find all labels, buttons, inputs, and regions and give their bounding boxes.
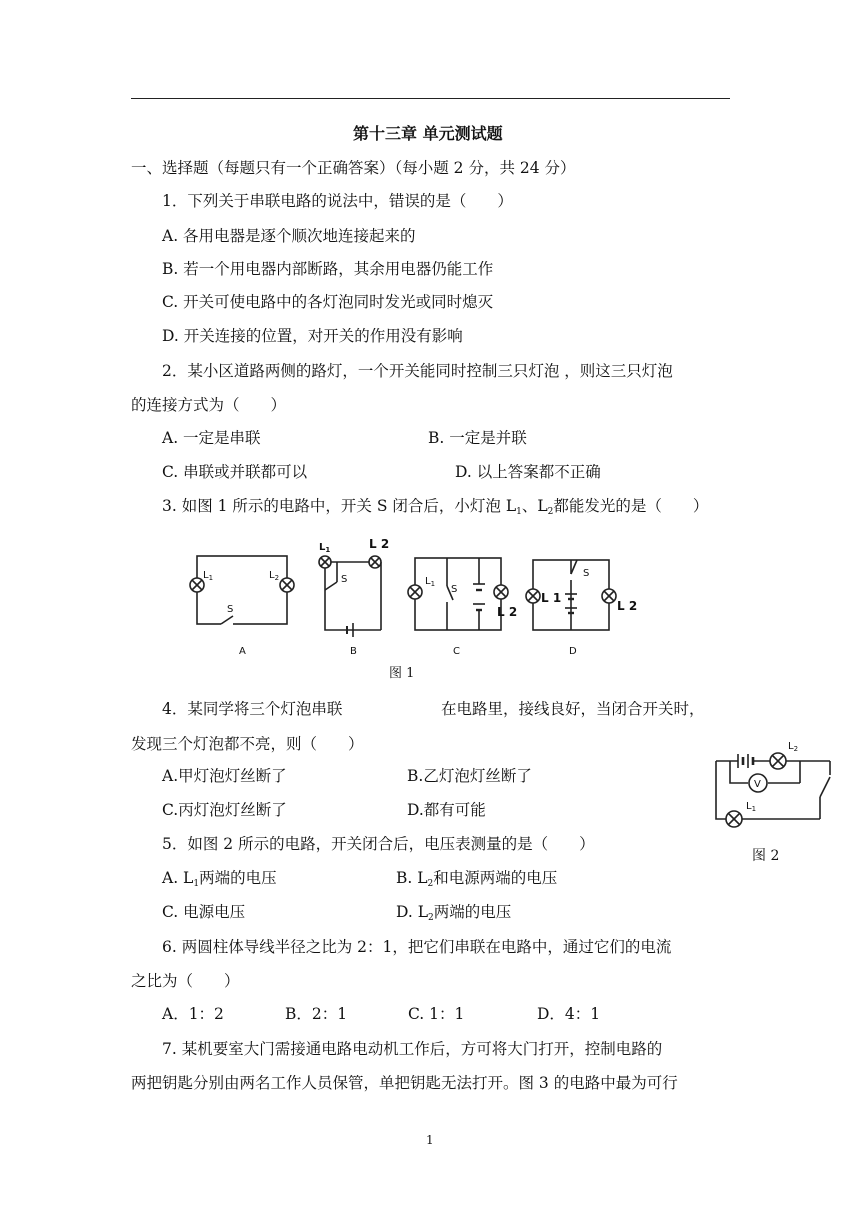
fig2-switch bbox=[820, 777, 830, 797]
svg-text:L 2: L 2 bbox=[497, 605, 518, 619]
circuit-a-wire bbox=[197, 556, 287, 624]
q1-option-b: B. 若一个用电器内部断路，其余用电器仍能工作 bbox=[162, 260, 494, 278]
q5-option-d: D. $L_2$两端的电压 bbox=[396, 903, 512, 923]
svg-text:L2: $L_2$ bbox=[269, 570, 280, 582]
page-title: 第十三章 单元测试题 bbox=[353, 124, 503, 143]
q3-stem: 3. 如图 1 所示的电路中，开关 S 闭合后，小灯泡 $L_1$、$L_2$都能发光的是（ ） bbox=[162, 497, 709, 517]
q5-option-c: C. 电源电压 bbox=[162, 903, 246, 921]
q5-option-a: A. $L_1$两端的电压 bbox=[162, 869, 277, 889]
q6-option-d: D．4：1 bbox=[537, 1005, 601, 1023]
svg-text:L 2: L 2 bbox=[617, 599, 638, 613]
figure-1-circuits bbox=[185, 530, 638, 660]
svg-text:V: V bbox=[754, 779, 761, 790]
svg-text:L1: $L_1$ bbox=[425, 576, 436, 588]
svg-text:S: S bbox=[227, 604, 234, 615]
q2-option-d: D. 以上答案都不正确 bbox=[455, 463, 601, 481]
svg-text:S: S bbox=[341, 574, 348, 585]
q4-option-a: A.甲灯泡灯丝断了 bbox=[162, 767, 287, 785]
label-d: D bbox=[569, 646, 577, 657]
q4-stem-part2: 在电路里，接线良好，当闭合开关时， bbox=[441, 700, 705, 718]
q6-option-a: A．1：2 bbox=[162, 1005, 224, 1023]
label-b: B bbox=[350, 646, 357, 657]
header-rule bbox=[131, 98, 730, 99]
figure-2-circuit bbox=[700, 735, 840, 835]
q1-stem: 1．下列关于串联电路的说法中，错误的是（ ） bbox=[162, 192, 513, 210]
svg-text:L1: $L_1$ bbox=[746, 801, 757, 813]
q2-stem-line1: 2．某小区道路两侧的路灯，一个开关能同时控制三只灯泡 ，则这三只灯泡 bbox=[162, 362, 673, 380]
figure-2-caption: 图 2 bbox=[752, 848, 780, 864]
svg-text:L1: $L_1$ bbox=[319, 542, 331, 554]
svg-text:L1: $L_1$ bbox=[203, 570, 214, 582]
q1-option-d: D. 开关连接的位置，对开关的作用没有影响 bbox=[162, 327, 463, 345]
q4-option-b: B.乙灯泡灯丝断了 bbox=[407, 767, 532, 785]
q7-stem-line1: 7. 某机要室大门需接通电路电动机工作后，方可将大门打开，控制电路的 bbox=[162, 1040, 663, 1058]
q7-stem-line2: 两把钥匙分别由两名工作人员保管，单把钥匙无法打开。图 3 的电路中最为可行 bbox=[131, 1074, 678, 1092]
circuit-d-switch bbox=[571, 560, 577, 574]
q1-option-a: A. 各用电器是逐个顺次地连接起来的 bbox=[162, 227, 416, 245]
q2-option-b: B. 一定是并联 bbox=[428, 429, 527, 447]
q5-option-b: B. $L_2$和电源两端的电压 bbox=[396, 869, 558, 889]
q4-stem-part1: 4．某同学将三个灯泡串联 bbox=[162, 700, 343, 718]
svg-text:L 2: L 2 bbox=[369, 537, 390, 551]
q6-stem-line2: 之比为（ ） bbox=[131, 972, 240, 990]
q2-stem-line2: 的连接方式为（ ） bbox=[131, 396, 287, 414]
section-heading: 一、选择题（每题只有一个正确答案）（每小题 2 分，共 24 分） bbox=[131, 159, 576, 177]
q1-option-c: C. 开关可使电路中的各灯泡同时发光或同时熄灭 bbox=[162, 293, 494, 311]
q5-stem: 5．如图 2 所示的电路，开关闭合后，电压表测量的是（ ） bbox=[162, 835, 595, 853]
svg-text:L 1: L 1 bbox=[541, 591, 562, 605]
q6-option-c: C. 1：1 bbox=[408, 1005, 465, 1023]
label-a: A bbox=[239, 646, 246, 657]
q4-stem-line2: 发现三个灯泡都不亮，则（ ） bbox=[131, 735, 364, 753]
q6-stem-line1: 6. 两圆柱体导线半径之比为 2：1，把它们串联在电路中，通过它们的电流 bbox=[162, 938, 672, 956]
circuit-b-switch bbox=[325, 582, 337, 590]
label-c: C bbox=[453, 646, 460, 657]
figure-1-caption: 图 1 bbox=[389, 666, 415, 681]
q2-option-c: C. 串联或并联都可以 bbox=[162, 463, 308, 481]
q4-option-c: C.丙灯泡灯丝断了 bbox=[162, 801, 287, 819]
q2-option-a: A. 一定是串联 bbox=[162, 429, 261, 447]
svg-text:L2: $L_2$ bbox=[788, 741, 799, 753]
q4-option-d: D.都有可能 bbox=[407, 801, 486, 819]
q6-option-b: B．2：1 bbox=[285, 1005, 348, 1023]
svg-text:S: S bbox=[451, 584, 458, 595]
page-number: 1 bbox=[426, 1133, 434, 1147]
svg-text:S: S bbox=[583, 568, 590, 579]
